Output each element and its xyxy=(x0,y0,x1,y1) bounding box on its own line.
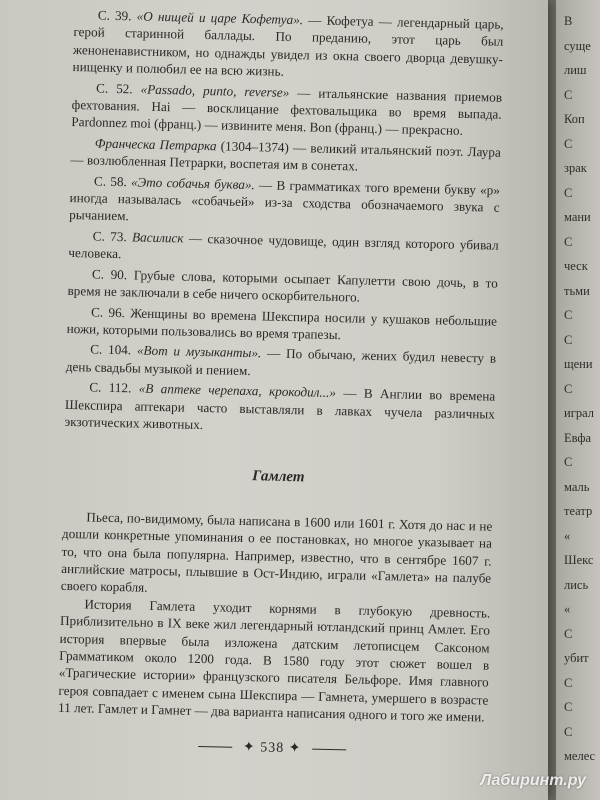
note-ref: С. 90. xyxy=(91,266,134,283)
body-paragraph: История Гамлета уходит корнями в глубокую древность. Приблизительно в IX веке жил легендарный ютландский принц Амлет. Его история впервые была изложена датским летописцем Саксоном Грамматиком около 1200 года. В 1580 году этот сюжет вошел в «Трагические истории» французского писателя Бельфоре. Имя главного героя совпадает с именем сына Шекспира — Гамнета, умершего в возрасте 11 лет. Гамлет и Гамнет — два варианта написания одного и того же имени. xyxy=(57,596,491,725)
right-page-fragment: С xyxy=(564,136,573,151)
note-ref: С. 58. xyxy=(93,173,132,189)
section-heading: Гамлет xyxy=(252,468,305,486)
note-ref: С. 112. xyxy=(89,379,139,396)
note-text: — По обычаю, жених будил невесту в день свадьбы музыкой и пением. xyxy=(65,345,497,378)
right-page-fragment: маль xyxy=(564,479,590,494)
note-term: Франческа Петрарка xyxy=(94,135,217,154)
note-term: Василиск xyxy=(131,229,184,246)
note-text: — В Англии во времена Шекспира аптекари часто выставляли в лавках чучела различных экзотических животных. xyxy=(64,385,496,432)
right-page-fragment: суще xyxy=(564,38,591,53)
right-page-fragment: лиш xyxy=(564,63,587,78)
right-page-fragment: Евфа xyxy=(564,430,592,445)
body-section xyxy=(58,508,493,727)
right-page-fragment: С xyxy=(564,455,573,470)
note-text: (1304–1374) — великий итальянский поэт. Лаура — возлюбленная Петрарки, воспетая им в сонетах. xyxy=(70,138,501,174)
right-page-fragment: ческ xyxy=(564,259,588,274)
right-page-fragment: театр xyxy=(564,504,593,519)
folio-ornament: ✦ xyxy=(288,740,302,756)
note-entry xyxy=(70,134,501,179)
right-page-fragment: лись xyxy=(564,577,589,592)
right-page-fragment: С xyxy=(564,185,573,200)
right-page-fragment: зрак xyxy=(564,161,587,176)
right-page-fragment: мани xyxy=(564,210,591,225)
note-term: «Это собачья буква». xyxy=(130,173,255,192)
note-text: — сказочное чудовище, один взгляд которого убивал человека. xyxy=(68,230,499,262)
page-text xyxy=(57,6,504,762)
note-entry xyxy=(69,172,500,234)
note-ref: С. 39. xyxy=(97,7,137,24)
right-page-fragment: « xyxy=(564,602,571,617)
note-ref: С. 96. xyxy=(90,303,131,320)
right-page-fragment: С xyxy=(564,724,573,739)
right-page-fragment: тьми xyxy=(564,283,590,298)
note-text: — Кофетуа — легендарный царь, герой старинной баллады. По преданию, этот царь был женоненавистником, но однажды увидел из окна своего дворца девушку-нищенку и полюбил ее на всю жизнь. xyxy=(72,12,504,79)
note-entry xyxy=(67,265,498,310)
note-term: «О нищей и царе Кофетуа». xyxy=(136,8,304,28)
watermark-logo: Лабиринт.ру xyxy=(480,772,586,789)
note-term: «Passado, punto, reverse» xyxy=(140,81,290,100)
right-page-fragment: Коп xyxy=(564,112,585,127)
right-page-fragment: С xyxy=(564,675,573,690)
note-entry xyxy=(68,227,499,272)
note-ref: С. 104. xyxy=(90,341,138,358)
note-entry xyxy=(72,6,503,85)
note-term: «В аптеке черепаха, крокодил...» xyxy=(138,380,337,401)
right-page-fragment: Шекс xyxy=(564,553,594,568)
note-text: Грубые слова, которыми осыпает Капулетти свою дочь, в то время не заключали в себе ничего оскорбительного. xyxy=(67,267,498,305)
page-number xyxy=(57,734,487,761)
notes-section xyxy=(64,6,504,440)
folio-dash xyxy=(312,748,346,750)
right-page-fragment: С xyxy=(564,700,573,715)
body-paragraph: Пьеса, по-видимому, была написана в 1600 или 1601 г. Хотя до нас и не дошли конкретные упоминания о ее постановках, но многое указывает на то, что она была популярна. Например, известно, что в сентябре 1607 г. английские матросы, плывшие в Ост-Индию, играли «Гамлета» на палубе своего корабля. xyxy=(60,509,493,596)
right-page-fragment: В xyxy=(564,14,573,28)
folio-dash xyxy=(198,746,232,748)
right-page-fragment: С xyxy=(564,234,573,249)
note-entry xyxy=(71,79,502,141)
page-number-value: 538 xyxy=(260,740,285,756)
right-page-fragment: мелес xyxy=(564,749,596,764)
right-page-fragment: щени xyxy=(564,357,593,372)
right-page-fragment: С xyxy=(564,87,573,102)
note-text: — В грамматиках того времени букву «р» иногда называлась «собачьей» из-за сходства обозначаемого звука с рычанием. xyxy=(69,176,501,224)
right-page-fragment: С xyxy=(564,308,573,323)
note-term: «Вот и музыканты». xyxy=(136,342,262,361)
book-page-right xyxy=(556,0,600,800)
note-ref: С. 52. xyxy=(95,80,141,97)
note-text: Женщины во времена Шекспира носили у кушаков небольшие ножи, которыми пользовались во время трапезы. xyxy=(66,304,498,343)
right-page-fragment: С xyxy=(564,626,573,641)
note-entry xyxy=(64,378,495,440)
right-page-fragment: убит xyxy=(564,651,589,666)
right-page-fragment: « xyxy=(564,528,571,543)
note-ref: С. 73. xyxy=(92,228,133,245)
folio-ornament: ✦ xyxy=(242,739,256,755)
note-text: — итальянские названия приемов фехтования. Hai — восклицание фехтовальщика во время выпада. Pardonnez moi (франц.) — извините меня. Bon (франц.) — прекрасно. xyxy=(71,84,503,139)
right-page-fragment: С xyxy=(564,332,573,347)
right-page-fragment: С xyxy=(564,381,573,396)
right-page-fragment: играл xyxy=(564,406,594,421)
note-entry xyxy=(66,302,497,347)
note-entry xyxy=(66,340,497,385)
